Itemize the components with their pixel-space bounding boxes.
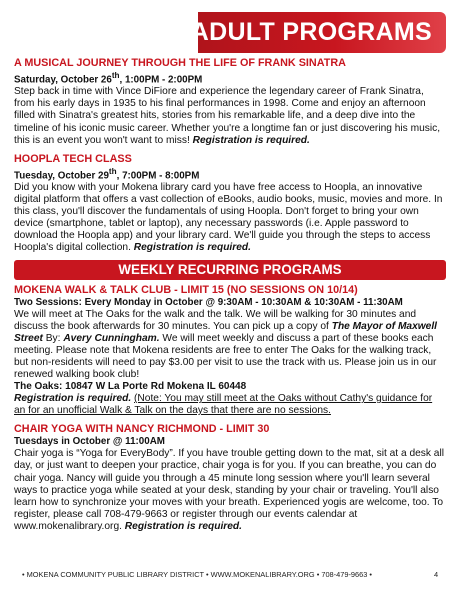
event-walk-talk <box>14 284 446 418</box>
event-date: Saturday, October 26th, 1:00PM - 2:00PM <box>14 71 203 86</box>
footer-contact: • MOKENA COMMUNITY PUBLIC LIBRARY DISTRICT • WWW.MOKENALIBRARY.ORG • 708-479-9663 • <box>22 570 372 579</box>
event-sessions: Two Sessions: Every Monday in October @ 9:30AM - 10:30AM & 10:30AM - 11:30AM <box>14 296 403 308</box>
event-title: MOKENA WALK & TALK CLUB - LIMIT 15 (NO SESSIONS ON 10/14) <box>14 283 358 296</box>
event-title: CHAIR YOGA WITH NANCY RICHMOND - LIMIT 30 <box>14 423 270 436</box>
page-title: ADULT PROGRAMS <box>190 18 432 46</box>
event-sinatra <box>14 57 446 147</box>
registration-note: Registration is required. <box>192 134 310 146</box>
book-author: Avery Cunningham. <box>63 332 160 344</box>
book-title: The Mayor of Maxwell Street <box>14 320 438 344</box>
event-address: The Oaks: 10847 W La Porte Rd Mokena IL 60448 <box>14 381 247 393</box>
event-description: Step back in time with Vince DiFiore and experience the legendary career of Frank Sinatra, from his early days in 1935 to his final performances in 1998. Come and enjoy an afternoon filled with Sinatra's greatest hits, stories from his remarkable life, and a deep dive into the timeline of his iconic music career. Whether you're a longtime fan or just discovering his music, this is an event you won't want to miss! Registration is required. <box>14 86 441 146</box>
recurring-section-banner: WEEKLY RECURRING PROGRAMS <box>14 260 446 280</box>
event-title: HOOPLA TECH CLASS <box>14 152 132 165</box>
event-title: A MUSICAL JOURNEY THROUGH THE LIFE OF FRANK SINATRA <box>14 57 346 69</box>
event-description: Chair yoga is “Yoga for EveryBody”. If you have trouble getting down to the mat, sit at a desk all day, or just want to deepen your practice, chair yoga is for you. If you can breathe, you can do chair yoga. Nancy will guide you through a 45 minute long session where you'll learn several ways to practice yoga while seated at your desk, standing by your chair or traveling. You'll also learn how to synchronize your moves with your breath. Experienced yogis are welcome, too. To register, please call 708-479-9663 or register through our events calendar at www.mokenalibrary.org. Registration is required. <box>14 448 444 532</box>
event-chair-yoga <box>14 423 446 533</box>
event-hoopla <box>14 153 446 255</box>
event-description: We will meet at The Oaks for the walk and the talk. We will be walking for 30 minutes and discuss the book afterwards for 30 minutes. You can pick up a copy of The Mayor of Maxwell Street By: Avery Cunningham. We will meet weekly and discuss a part of these books each meeting. Please note that Mokena residents are free to enter The Oaks for the walking track, but non-residents will need to pay $3.00 per visit to use the track with us. Please join us in our renewed walking book club! <box>14 308 438 381</box>
registration-note: Registration is required. <box>124 520 242 532</box>
main-content <box>14 57 446 533</box>
registration-note: Registration is required. <box>133 242 251 254</box>
registration-note: Registration is required. <box>14 393 132 405</box>
event-description: Did you know with your Mokena library card you have free access to Hoopla, an innovative digital platform that offers a vast collection of eBooks, audio books, music, movies and more. In this class, you'll discover the fundamentals of using Hoopla. Don't forget to bring your own device (smartphone, tablet or laptop), any necessary passwords (i.e. Apple password to download the Hoopla app) and your library card. We'll guide you through the steps to access Hoopla's digital collection. Registration is required. <box>14 182 443 254</box>
event-note <box>14 393 446 417</box>
session-note: (Note: You may still meet at the Oaks without Cathy's guidance for an for an unofficial Walk & Talk on the days that there are no sessions. <box>14 393 433 417</box>
event-date: Tuesday, October 29th, 7:00PM - 8:00PM <box>14 166 200 181</box>
page-banner <box>190 12 446 53</box>
page-number: 4 <box>434 570 439 579</box>
event-date: Tuesdays in October @ 11:00AM <box>14 436 165 448</box>
